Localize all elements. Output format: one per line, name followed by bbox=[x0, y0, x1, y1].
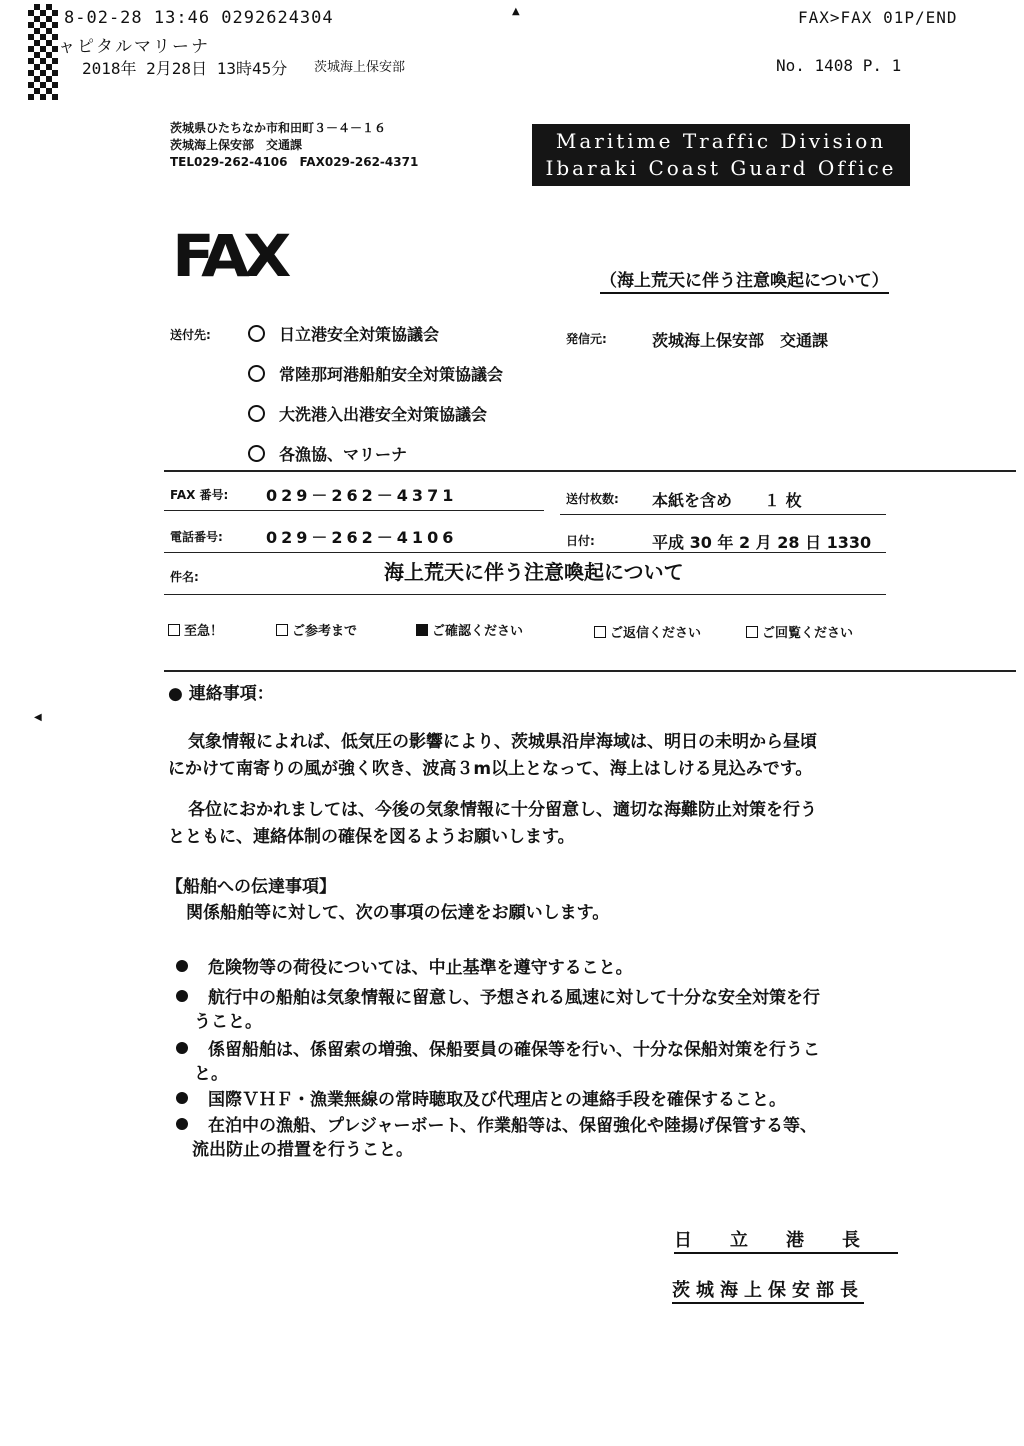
check-reply[interactable] bbox=[594, 622, 701, 641]
to-label: 送付先: bbox=[170, 328, 211, 342]
fax-logo: FAX bbox=[172, 222, 285, 290]
bullet-icon bbox=[176, 1042, 188, 1054]
checkbox-icon bbox=[276, 624, 288, 636]
contact-line: TEL029-262-4106 FAX029-262-4371 bbox=[170, 155, 419, 169]
check-circulate[interactable] bbox=[746, 622, 853, 641]
fax-header-status: FAX>FAX 01P/END bbox=[798, 8, 958, 27]
pages-label: 送付枚数: bbox=[566, 492, 619, 506]
list-item bbox=[176, 1088, 786, 1113]
bullet-icon bbox=[176, 990, 188, 1002]
circle-icon bbox=[248, 405, 265, 422]
list-item bbox=[176, 956, 633, 981]
check-reference[interactable] bbox=[276, 620, 357, 639]
checkbox-icon bbox=[746, 626, 758, 638]
sender-address bbox=[170, 120, 418, 171]
banner-line-1: Maritime Traffic Division bbox=[555, 129, 887, 153]
paragraph-line: にかけて南寄りの風が強く吹き、波高３m以上となって、海上はしける見込みです。 bbox=[168, 759, 813, 779]
circle-icon bbox=[248, 365, 265, 382]
fax-number-value: 029－262－4371 bbox=[266, 486, 458, 505]
department-line: 茨城海上保安部 交通課 bbox=[170, 138, 303, 152]
division-banner bbox=[532, 124, 910, 186]
banner-line-2: Ibaraki Coast Guard Office bbox=[545, 156, 897, 180]
signature-coast-guard-chief: 茨城海上保安部長 bbox=[672, 1276, 864, 1304]
check-confirm[interactable] bbox=[416, 620, 523, 639]
phone-value: 029－262－4106 bbox=[266, 528, 458, 547]
divider bbox=[560, 514, 886, 515]
divider bbox=[164, 552, 886, 553]
paragraph-line: とともに、連絡体制の確保を図るようお願いします。 bbox=[168, 827, 575, 847]
recipient-label: 大洗港入出港安全対策協議会 bbox=[279, 405, 488, 424]
paragraph-line: 各位におかれましては、今後の気象情報に十分留意し、適切な海難防止対策を行う bbox=[188, 800, 817, 820]
bullet-icon bbox=[176, 960, 188, 972]
fax-number-label: FAX 番号: bbox=[170, 488, 229, 502]
bullet-icon bbox=[176, 1118, 188, 1130]
list-item-continuation: と。 bbox=[194, 1064, 228, 1084]
check-label: 至急！ bbox=[184, 624, 224, 639]
list-item-text: 航行中の船舶は気象情報に留意し、予想される風速に対して十分な安全対策を行 bbox=[208, 988, 820, 1008]
fax-header-date: 2018年 2月28日 13時45分 bbox=[82, 59, 288, 78]
check-label: ご回覧ください bbox=[762, 626, 854, 641]
ship-heading: 【船舶への伝達事項】 bbox=[166, 877, 336, 897]
pages-value: 本紙を含め １ 枚 bbox=[652, 491, 802, 510]
list-item-text: 国際ＶＨＦ・漁業無線の常時聴取及び代理店との連絡手段を確保すること。 bbox=[208, 1090, 786, 1110]
triangle-left-icon: ◀ bbox=[34, 712, 42, 723]
divider bbox=[164, 470, 1016, 472]
ship-intro: 関係船舶等に対して、次の事項の伝達をお願いします。 bbox=[186, 903, 610, 923]
recipient-item bbox=[248, 402, 487, 425]
fax-checker-mark bbox=[28, 4, 58, 100]
recipient-label: 各漁協、マリーナ bbox=[279, 445, 408, 464]
fax-header-from: 茨城海上保安部 bbox=[314, 60, 406, 75]
date-label: 日付: bbox=[566, 534, 595, 548]
recipient-item bbox=[248, 322, 439, 345]
list-item-text: 係留船舶は、係留索の増強、保船要員の確保等を行い、十分な保船対策を行うこ bbox=[208, 1040, 820, 1060]
fax-header-number: No. 1408 P. 1 bbox=[776, 56, 902, 75]
list-item-text: 危険物等の荷役については、中止基準を遵守すること。 bbox=[208, 958, 633, 978]
paragraph-line: 気象情報によれば、低気圧の影響により、茨城県沿岸海域は、明日の未明から昼頃 bbox=[188, 732, 817, 752]
divider bbox=[164, 670, 1016, 672]
subject-label: 件名: bbox=[170, 570, 199, 584]
list-item bbox=[176, 1114, 817, 1139]
check-label: ご返信ください bbox=[610, 626, 702, 641]
list-item bbox=[176, 986, 820, 1011]
bullet-icon bbox=[176, 1092, 188, 1104]
from-value: 茨城海上保安部 交通課 bbox=[652, 331, 829, 350]
address-line: 茨城県ひたちなか市和田町３－４－１６ bbox=[170, 121, 387, 135]
check-label: ご参考まで bbox=[292, 624, 358, 639]
fax-header-timestamp: 8-02-28 13:46 0292624304 bbox=[64, 8, 334, 28]
recipient-item bbox=[248, 442, 407, 465]
recipient-label: 常陸那珂港船舶安全対策協議会 bbox=[279, 365, 504, 384]
divider bbox=[164, 510, 544, 511]
circle-icon bbox=[248, 325, 265, 342]
signature-harbor-master: 日立港長 bbox=[674, 1226, 898, 1254]
phone-label: 電話番号: bbox=[170, 530, 223, 544]
list-item-continuation: うこと。 bbox=[194, 1012, 262, 1032]
triangle-up-icon: ▲ bbox=[512, 6, 520, 17]
check-urgent[interactable] bbox=[168, 620, 223, 639]
checkbox-icon bbox=[594, 626, 606, 638]
subject-heading: （海上荒天に伴う注意喚起について） bbox=[600, 266, 889, 294]
checkbox-checked-icon bbox=[416, 624, 428, 636]
date-value: 平成 30 年 2 月 28 日 1330 bbox=[652, 533, 872, 552]
subject-value: 海上荒天に伴う注意喚起について bbox=[384, 560, 684, 584]
list-item-continuation: 流出防止の措置を行うこと。 bbox=[192, 1140, 413, 1160]
recipient-item bbox=[248, 362, 503, 385]
list-item-text: 在泊中の漁船、プレジャーボート、作業船等は、保留強化や陸揚げ保管する等、 bbox=[208, 1116, 818, 1136]
list-item bbox=[176, 1038, 820, 1063]
fax-header-sender: ャピタルマリーナ bbox=[58, 37, 210, 57]
notes-heading: ● 連絡事項： bbox=[168, 684, 274, 704]
recipient-label: 日立港安全対策協議会 bbox=[279, 325, 440, 344]
checkbox-icon bbox=[168, 624, 180, 636]
circle-icon bbox=[248, 445, 265, 462]
from-label: 発信元: bbox=[566, 332, 607, 346]
divider bbox=[164, 594, 886, 595]
check-label: ご確認ください bbox=[432, 624, 524, 639]
